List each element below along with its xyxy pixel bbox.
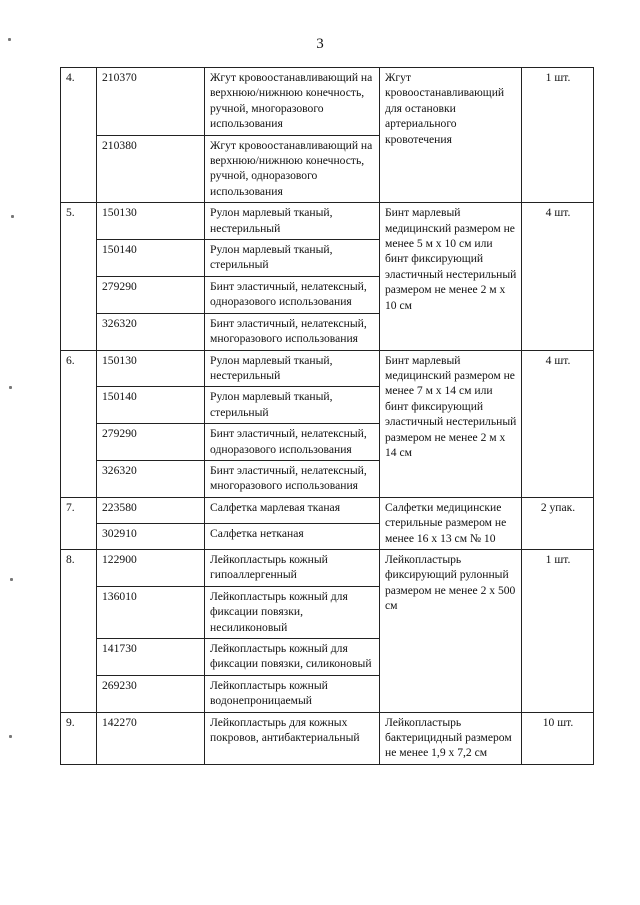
item-code: 150130 [97,350,205,387]
table-row [61,350,594,387]
table-row [61,549,594,586]
item-quantity: 4 шт. [522,203,594,350]
item-quantity: 1 шт. [522,68,594,203]
item-code: 142270 [97,712,205,764]
item-code: 279290 [97,276,205,313]
item-code: 122900 [97,549,205,586]
item-name: Бинт эластичный, нелатексный, многоразового использования [205,313,380,350]
item-name: Лейкопластырь кожный для фиксации повязки, силиконовый [205,639,380,676]
scan-mark [9,735,12,738]
item-quantity: 1 шт. [522,549,594,712]
item-requirement: Лейкопластырь бактерицидный размером не менее 1,9 x 7,2 см [380,712,522,764]
item-code: 269230 [97,675,205,712]
item-number: 5. [61,203,97,350]
item-name: Рулон марлевый тканый, стерильный [205,240,380,277]
item-number: 6. [61,350,97,497]
item-name: Салфетка нетканая [205,523,380,549]
item-code: 141730 [97,639,205,676]
item-code: 150140 [97,240,205,277]
item-code: 223580 [97,497,205,523]
item-code: 210380 [97,135,205,203]
item-quantity: 4 шт. [522,350,594,497]
page-number: 3 [316,36,324,52]
item-code: 279290 [97,424,205,461]
table-row [61,203,594,240]
item-requirement: Жгут кровоостанавливающий для остановки артериального кровотечения [380,68,522,203]
scan-mark [9,386,12,389]
item-code: 302910 [97,523,205,549]
item-number: 4. [61,68,97,203]
item-quantity: 10 шт. [522,712,594,764]
item-name: Салфетка марлевая тканая [205,497,380,523]
item-code: 326320 [97,313,205,350]
item-name: Лейкопластырь кожный водонепроницаемый [205,675,380,712]
table-row [61,68,594,136]
item-quantity: 2 упак. [522,497,594,549]
item-number: 8. [61,549,97,712]
item-name: Рулон марлевый тканый, нестерильный [205,203,380,240]
item-name: Лейкопластырь кожный гипоаллергенный [205,549,380,586]
item-code: 150130 [97,203,205,240]
item-requirement: Бинт марлевый медицинский размером не менее 7 м x 14 см или бинт фиксирующий эластичный нестерильный размером не менее 2 м x 14 см [380,350,522,497]
item-code: 210370 [97,68,205,136]
scan-mark [10,578,13,581]
item-name: Бинт эластичный, нелатексный, одноразового использования [205,424,380,461]
item-name: Рулон марлевый тканый, стерильный [205,387,380,424]
item-name: Лейкопластырь для кожных покровов, антибактериальный [205,712,380,764]
item-name: Жгут кровоостанавливающий на верхнюю/нижнюю конечность, ручной, одноразового использования [205,135,380,203]
item-number: 7. [61,497,97,549]
item-requirement: Бинт марлевый медицинский размером не менее 5 м x 10 см или бинт фиксирующий эластичный нестерильный размером не менее 2 м x 10 см [380,203,522,350]
scan-mark [11,215,14,218]
table-row [61,712,594,764]
table-row [61,497,594,523]
item-name: Бинт эластичный, нелатексный, одноразового использования [205,276,380,313]
scan-mark [8,38,11,41]
item-requirement: Лейкопластырь фиксирующий рулонный размером не менее 2 x 500 см [380,549,522,712]
item-name: Бинт эластичный, нелатексный, многоразового использования [205,460,380,497]
item-code: 150140 [97,387,205,424]
items-table [60,67,594,765]
item-code: 326320 [97,460,205,497]
item-name: Лейкопластырь кожный для фиксации повязки, несиликоновый [205,586,380,638]
item-name: Жгут кровоостанавливающий на верхнюю/нижнюю конечность, ручной, многоразового использования [205,68,380,136]
item-requirement: Салфетки медицинские стерильные размером не менее 16 x 13 см № 10 [380,497,522,549]
items-table-body [61,68,594,765]
item-name: Рулон марлевый тканый, нестерильный [205,350,380,387]
item-code: 136010 [97,586,205,638]
item-number: 9. [61,712,97,764]
